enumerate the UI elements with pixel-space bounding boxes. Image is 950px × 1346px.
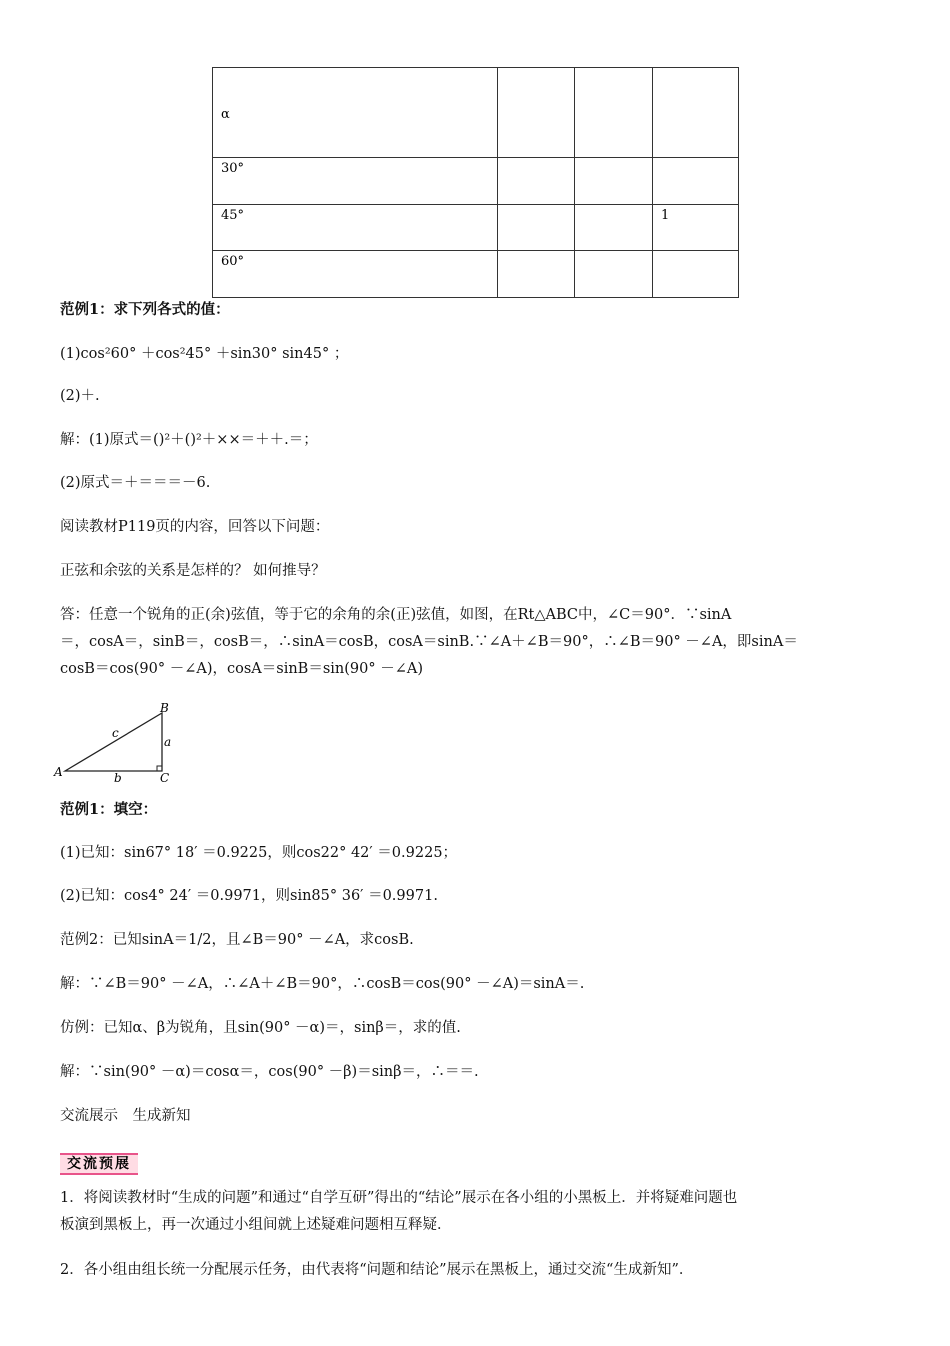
section-badge: 交流预展 [60,1153,138,1175]
label-a: a [164,735,172,749]
label-c: c [112,726,119,740]
imitate-solution: 解：∵sin(90° －α)＝cosα＝，cos(90° －β)＝sinβ＝，∴＝＝. [60,1064,479,1080]
reading-prompt: 阅读教材P119页的内容，回答以下问题： [60,519,330,535]
reading-question: 正弦和余弦的关系是怎样的？ 如何推导？ [60,563,326,579]
fill-line2: (2)已知：cos4° 24′ ＝0.9971，则sin85° 36′ ＝0.9971. [60,888,438,904]
fill-title: 范例1：填空： [60,801,158,818]
table-cell [498,68,575,158]
label-C: C [160,771,170,785]
reading-answer-line1: 答：任意一个锐角的正(余)弦值，等于它的余角的余(正)弦值，如图，在Rt△ABC中，∠C＝90°．∵sinA [60,607,732,623]
example1-answer1: 解：(1)原式＝()²＋()²＋××＝＋＋.＝； [60,432,318,448]
reading-answer-line3: cosB＝cos(90° －∠A)，cosA＝sinB＝sin(90° －∠A) [60,661,423,677]
table-cell [653,251,739,298]
table-cell [575,205,653,251]
example2-solution: 解：∵∠B＝90° －∠A，∴∠A＋∠B＝90°，∴cosB＝cos(90° －∠A)＝sinA＝. [60,976,585,992]
example1-question2: (2)＋. [60,388,100,404]
right-triangle-figure [50,700,190,790]
table-cell [653,158,739,205]
table-cell [575,251,653,298]
example1-answer2: (2)原式＝＋＝＝＝－6. [60,475,211,491]
label-b: b [114,771,122,785]
table-cell [498,205,575,251]
fill-line1: (1)已知：sin67° 18′ ＝0.9225，则cos22° 42′ ＝0.9225； [60,845,458,861]
table-cell: 1 [653,205,739,251]
section-paragraph1-line2: 板演到黑板上，再一次通过小组间就上述疑难问题相互释疑． [60,1217,452,1233]
table-row [213,205,739,251]
table-cell [653,68,739,158]
example1-question1: (1)cos²60° ＋cos²45° ＋sin30° sin45° ； [60,346,349,362]
section-paragraph2: 2．各小组由组长统一分配展示任务，由代表将“问题和结论”展示在黑板上，通过交流“生成新知”． [60,1262,694,1278]
label-A: A [54,765,63,779]
reading-answer-line2: ＝，cosA＝，sinB＝，cosB＝，∴sinA＝cosB，cosA＝sinB.∵∠A＋∠B＝90°，∴∠B＝90° －∠A，即sinA＝ [60,634,798,650]
table-header-alpha: α [213,68,498,158]
imitate-question: 仿例：已知α、β为锐角，且sin(90° －α)＝，sinβ＝，求的值. [60,1020,461,1036]
example2-title: 范例2：已知sinA＝1/2，且∠B＝90° －∠A，求cosB. [60,932,414,948]
trig-table [212,67,739,298]
table-cell [498,251,575,298]
section-heading: 交流展示 生成新知 [60,1108,191,1124]
table-row [213,251,739,298]
section-paragraph1-line1: 1．将阅读教材时“生成的问题”和通过“自学互研”得出的“结论”展示在各小组的小黑板上．并将疑难问题也 [60,1190,738,1206]
table-angle: 60° [213,251,498,298]
table-cell [498,158,575,205]
table-angle: 30° [213,158,498,205]
table-row [213,158,739,205]
label-B: B [160,701,169,715]
example1-title: 范例1：求下列各式的值： [60,301,230,318]
table-angle: 45° [213,205,498,251]
triangle-shape [65,713,162,771]
table-cell [575,68,653,158]
table-cell [575,158,653,205]
